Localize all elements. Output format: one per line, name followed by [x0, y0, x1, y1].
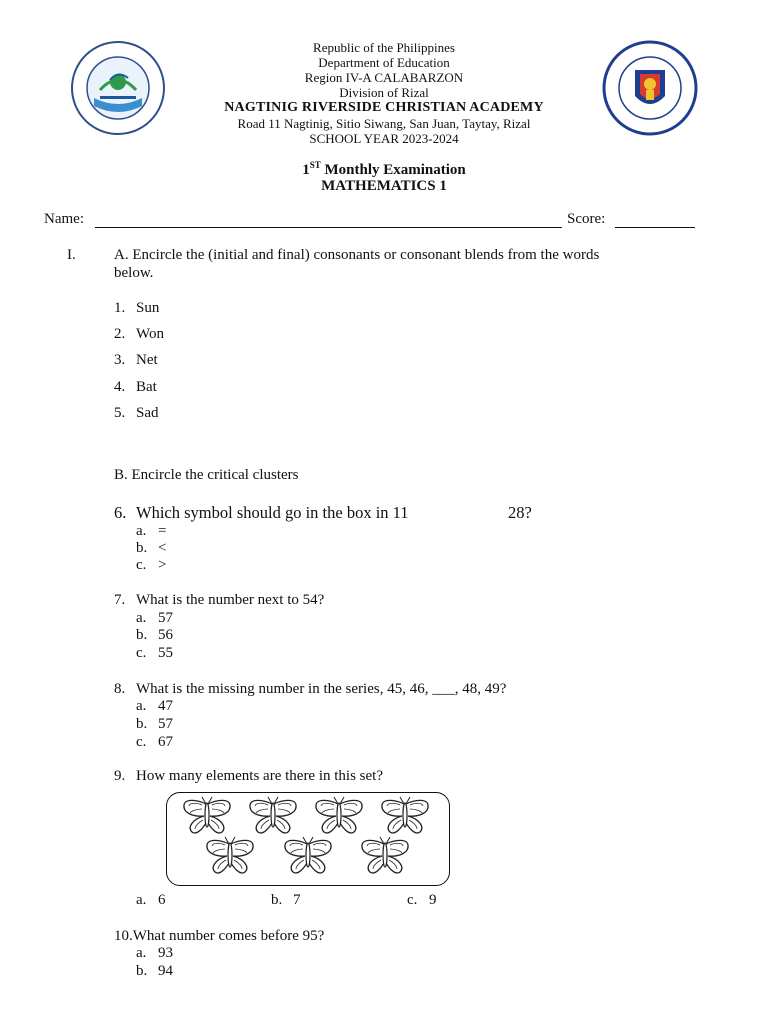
- option[interactable]: [136, 716, 173, 733]
- question-text: How many elements are there in this set?: [136, 768, 384, 784]
- score-field[interactable]: [615, 227, 695, 228]
- question-text: Which symbol should go in the box in 11: [136, 503, 409, 522]
- question-9: [114, 768, 383, 785]
- name-label: Name:: [44, 211, 84, 227]
- option-value: 9: [429, 892, 437, 908]
- school-name: NAGTINIG RIVERSIDE CHRISTIAN ACADEMY: [224, 100, 544, 115]
- part-b-instruction: B. Encircle the critical clusters: [114, 467, 299, 483]
- butterfly-icon: [316, 797, 362, 833]
- list-item: [114, 300, 159, 317]
- question-6: [114, 503, 409, 523]
- question-text: What is the missing number in the series, 45, 46, ___, 48, 49?: [136, 681, 507, 697]
- butterfly-icon: [382, 797, 428, 833]
- option-label: a.: [136, 892, 147, 908]
- butterfly-icon: [184, 797, 230, 833]
- option[interactable]: [136, 557, 166, 574]
- answer-box[interactable]: [471, 503, 501, 523]
- list-item: [114, 379, 157, 396]
- option-value: 56: [158, 627, 173, 643]
- item-number: 4.: [114, 379, 126, 395]
- option[interactable]: [136, 892, 166, 909]
- item-word: Sun: [136, 300, 160, 316]
- option-value: 47: [158, 698, 173, 714]
- option-value: 94: [158, 963, 173, 979]
- item-number: 2.: [114, 326, 126, 342]
- question-7: [114, 592, 324, 609]
- item-number: 5.: [114, 405, 126, 421]
- name-field[interactable]: [95, 227, 562, 228]
- question-number: 7.: [114, 592, 126, 608]
- section-numeral: I.: [67, 247, 76, 263]
- option-value: 6: [158, 892, 166, 908]
- question-number: 9.: [114, 768, 126, 784]
- question-text: What number comes before 95?: [132, 928, 325, 944]
- option-label: b.: [136, 540, 148, 556]
- option-label: b.: [136, 963, 148, 979]
- part-a-instruction: A. Encircle the (initial and final) consonants or consonant blends from the words: [114, 247, 600, 263]
- header-line-1: Republic of the Philippines: [313, 40, 455, 55]
- list-item: [114, 352, 158, 369]
- option-value: 7: [293, 892, 301, 908]
- option[interactable]: [271, 892, 301, 909]
- option[interactable]: [136, 645, 173, 662]
- item-word: Net: [136, 352, 158, 368]
- question-text-end: 28?: [508, 503, 532, 522]
- option-value: =: [158, 523, 167, 539]
- option-label: c.: [136, 734, 147, 750]
- school-year: SCHOOL YEAR 2023-2024: [309, 131, 459, 146]
- option-label: a.: [136, 945, 147, 961]
- question-8: [114, 681, 506, 698]
- question-number: 10.: [114, 928, 133, 944]
- butterfly-icon: [207, 837, 253, 873]
- option-value: 57: [158, 610, 173, 626]
- option[interactable]: [407, 892, 437, 909]
- exam-title-text: Monthly Examination: [320, 162, 466, 178]
- option-label: c.: [136, 557, 147, 573]
- option[interactable]: [136, 963, 173, 980]
- question-10: [114, 928, 324, 945]
- item-word: Won: [136, 326, 164, 342]
- question-text: What is the number next to 54?: [136, 592, 325, 608]
- option-label: b.: [136, 627, 148, 643]
- butterfly-icon: [362, 837, 408, 873]
- option[interactable]: [136, 734, 173, 751]
- item-number: 1.: [114, 300, 126, 316]
- option[interactable]: [136, 523, 166, 540]
- option[interactable]: [136, 627, 173, 644]
- option-label: a.: [136, 610, 147, 626]
- butterfly-icon: [250, 797, 296, 833]
- option[interactable]: [136, 698, 173, 715]
- school-address: Road 11 Nagtinig, Sitio Siwang, San Juan, Taytay, Rizal: [237, 116, 531, 131]
- option[interactable]: [136, 540, 166, 557]
- header-line-4: Division of Rizal: [339, 85, 429, 100]
- part-a-instruction-cont: below.: [114, 265, 154, 281]
- exam-subject: MATHEMATICS 1: [321, 178, 447, 194]
- option-label: a.: [136, 523, 147, 539]
- option-label: c.: [407, 892, 418, 908]
- item-word: Bat: [136, 379, 157, 395]
- list-item: [114, 326, 164, 343]
- exam-ordinal: 1: [302, 162, 310, 178]
- option[interactable]: [136, 945, 173, 962]
- item-word: Sad: [136, 405, 159, 421]
- option-value: 67: [158, 734, 173, 750]
- option-label: a.: [136, 698, 147, 714]
- school-logo: [70, 40, 166, 136]
- option-value: >: [158, 557, 167, 573]
- option-label: b.: [136, 716, 148, 732]
- question-number: 6.: [114, 503, 127, 522]
- option[interactable]: [136, 610, 173, 627]
- butterfly-icon: [285, 837, 331, 873]
- butterfly-set-box: [166, 792, 450, 886]
- header-line-3: Region IV-A CALABARZON: [304, 70, 464, 85]
- score-label: Score:: [567, 211, 606, 227]
- option-value: 93: [158, 945, 173, 961]
- option-label: c.: [136, 645, 147, 661]
- option-value: 57: [158, 716, 173, 732]
- exam-ordinal-suffix: ST: [309, 160, 321, 170]
- option-value: 55: [158, 645, 173, 661]
- option-value: <: [158, 540, 167, 556]
- item-number: 3.: [114, 352, 126, 368]
- option-label: b.: [271, 892, 283, 908]
- header-line-2: Department of Education: [318, 55, 450, 70]
- deped-seal: [602, 40, 698, 136]
- list-item: [114, 405, 159, 422]
- exam-title: [180, 160, 588, 179]
- question-number: 8.: [114, 681, 126, 697]
